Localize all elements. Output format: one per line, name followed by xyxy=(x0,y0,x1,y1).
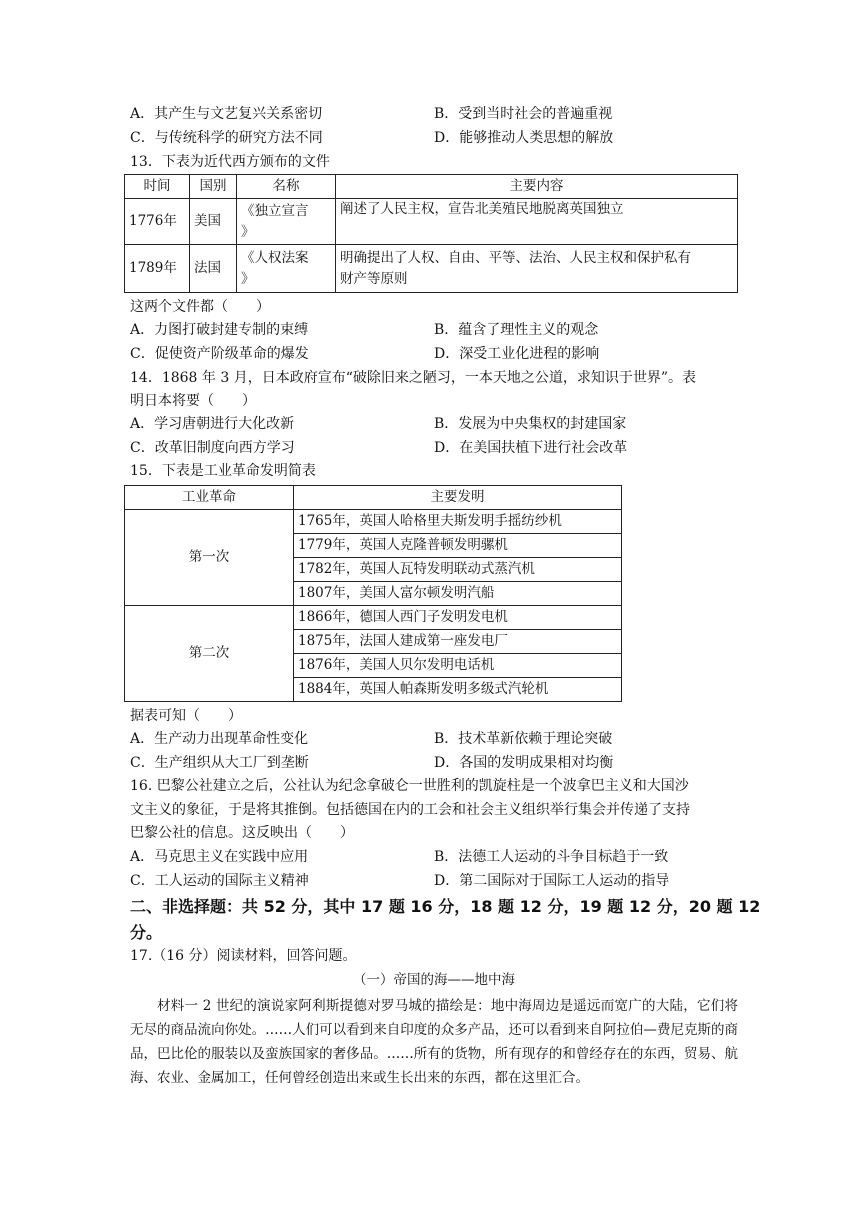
q15-group2-item4: 1884年，英国人帕森斯发明多级式汽轮机 xyxy=(294,678,622,702)
q15-header-revolution: 工业革命 xyxy=(125,486,294,510)
section2-heading-line2: 分。 xyxy=(130,923,163,942)
q14-option-d: D．在美国扶植下进行社会改革 xyxy=(434,440,628,456)
q14-option-a: A．学习唐朝进行大化改新 xyxy=(130,416,295,432)
q13-header-name: 名称 xyxy=(237,175,336,199)
q13-row2-content-line1: 明确提出了人权、自由、平等、法治、人民主权和保护私有 xyxy=(340,249,691,266)
q16-stem-line2: 文主义的象征，于是将其推倒。包括德国在内的工会和社会主义组织举行集会并传递了支持 xyxy=(130,802,690,818)
q15-group2-item3: 1876年，美国人贝尔发明电话机 xyxy=(294,654,622,678)
q15-option-d: D．各国的发明成果相对均衡 xyxy=(434,755,614,771)
q13-row2-time: 1789年 xyxy=(125,245,190,293)
q13-option-c: C．促使资产阶级革命的爆发 xyxy=(130,346,309,362)
q15-group1-item1: 1765年，英国人哈格里夫斯发明手摇纺纱机 xyxy=(294,510,622,534)
q16-option-a: A．马克思主义在实践中应用 xyxy=(130,849,309,865)
q13-row2-content xyxy=(336,245,738,293)
q15-group1-item3: 1782年，英国人瓦特发明联动式蒸汽机 xyxy=(294,558,622,582)
q13-row1-name-line2: 》 xyxy=(241,223,255,240)
section2-heading-line1: 二、非选择题：共 52 分，其中 17 题 16 分，18 题 12 分，19 题 12 分，20 题 12 xyxy=(130,897,761,916)
table-row xyxy=(125,199,738,245)
q15-prompt: 据表可知（ ） xyxy=(130,708,242,724)
table-row xyxy=(125,245,738,293)
q15-option-a: A．生产动力出现革命性变化 xyxy=(130,731,309,747)
q16-stem-line3: 巴黎公社的信息。这反映出（ ） xyxy=(130,825,354,841)
q15-group2-item2: 1875年，法国人建成第一座发电厂 xyxy=(294,630,622,654)
q13-row1-time: 1776年 xyxy=(125,199,190,245)
q13-option-d: D．深受工业化进程的影响 xyxy=(434,346,600,362)
q16-option-d: D．第二国际对于国际工人运动的指导 xyxy=(434,873,670,889)
q13-row2-name-line1: 《人权法案 xyxy=(241,249,309,266)
q12-option-b: B．受到当时社会的普遍重视 xyxy=(434,106,613,122)
q15-group2-item1: 1866年，德国人西门子发明发电机 xyxy=(294,606,622,630)
q13-option-b: B．蕴含了理性主义的观念 xyxy=(434,322,599,338)
q16-option-c: C．工人运动的国际主义精神 xyxy=(130,873,309,889)
table-row xyxy=(125,510,622,534)
q13-row2-name-line2: 》 xyxy=(241,270,255,287)
q13-row1-country: 美国 xyxy=(190,199,237,245)
q13-header-content: 主要内容 xyxy=(336,175,738,199)
q17-material: 材料一 2 世纪的演说家阿利斯提德对罗马城的描绘是：地中海周边是遥远而宽广的大陆，它们将无尽的商品流向你处。……人们可以看到来自印度的众多产品，还可以看到来自阿拉伯—费尼克斯的商品，巴比伦的服装以及蛮族国家的奢侈品。……所有的货物，所有现存的和曾经存在的东西，贸易、航海、农业、金属加工，任何曾经创造出来或生长出来的东西，都在这里汇合。 xyxy=(130,998,738,1086)
q13-row2-content-line2: 财产等原则 xyxy=(340,270,408,287)
q15-group1-item4: 1807年，美国人富尔顿发明汽船 xyxy=(294,582,622,606)
q14-option-c: C．改革旧制度向西方学习 xyxy=(130,440,295,456)
q13-table xyxy=(124,174,738,293)
q12-option-a: A．其产生与文艺复兴关系密切 xyxy=(130,106,323,122)
q13-row2-name xyxy=(237,245,336,293)
q13-row2-country: 法国 xyxy=(190,245,237,293)
q13-header-country: 国别 xyxy=(190,175,237,199)
q13-stem: 13．下表为近代西方颁布的文件 xyxy=(130,154,330,170)
q14-stem-line2: 明日本将要（ ） xyxy=(130,393,256,409)
q16-stem-line1: 16. 巴黎公社建立之后，公社认为纪念拿破仑一世胜利的凯旋柱是一个波拿巴主义和大国沙 xyxy=(130,778,689,794)
q17-stem: 17.（16 分）阅读材料，回答问题。 xyxy=(130,948,357,964)
q13-header-time: 时间 xyxy=(125,175,190,199)
q13-row1-name xyxy=(237,199,336,245)
q17-subtitle: （一）帝国的海——地中海 xyxy=(353,972,515,988)
q12-option-d: D．能够推动人类思想的解放 xyxy=(434,130,614,146)
q13-row1-content xyxy=(336,199,738,245)
q13-row1-content-line1: 阐述了人民主权，宣告北美殖民地脱离英国独立 xyxy=(340,201,624,217)
q15-option-c: C．生产组织从大工厂到垄断 xyxy=(130,755,309,771)
q15-group1-item2: 1779年，英国人克隆普顿发明骡机 xyxy=(294,534,622,558)
q15-group2-label: 第二次 xyxy=(125,606,294,702)
q14-stem-line1: 14．1868 年 3 月，日本政府宣布“破除旧来之陋习，一本天地之公道，求知识于世界”。表 xyxy=(130,370,697,386)
table-row xyxy=(125,606,622,630)
q13-row1-name-line1: 《独立宣言 xyxy=(241,202,309,219)
q14-option-b: B．发展为中央集权的封建国家 xyxy=(434,416,627,432)
q16-option-b: B．法德工人运动的斗争目标趋于一致 xyxy=(434,849,669,865)
q15-stem: 15．下表是工业革命发明简表 xyxy=(130,463,316,479)
q13-prompt: 这两个文件都（ ） xyxy=(130,299,270,315)
q15-header-inventions: 主要发明 xyxy=(294,486,622,510)
q13-option-a: A．力图打破封建专制的束缚 xyxy=(130,322,309,338)
q15-table xyxy=(124,485,622,702)
q15-group1-label: 第一次 xyxy=(125,510,294,606)
q12-option-c: C．与传统科学的研究方法不同 xyxy=(130,130,323,146)
q15-option-b: B．技术革新依赖于理论突破 xyxy=(434,731,613,747)
